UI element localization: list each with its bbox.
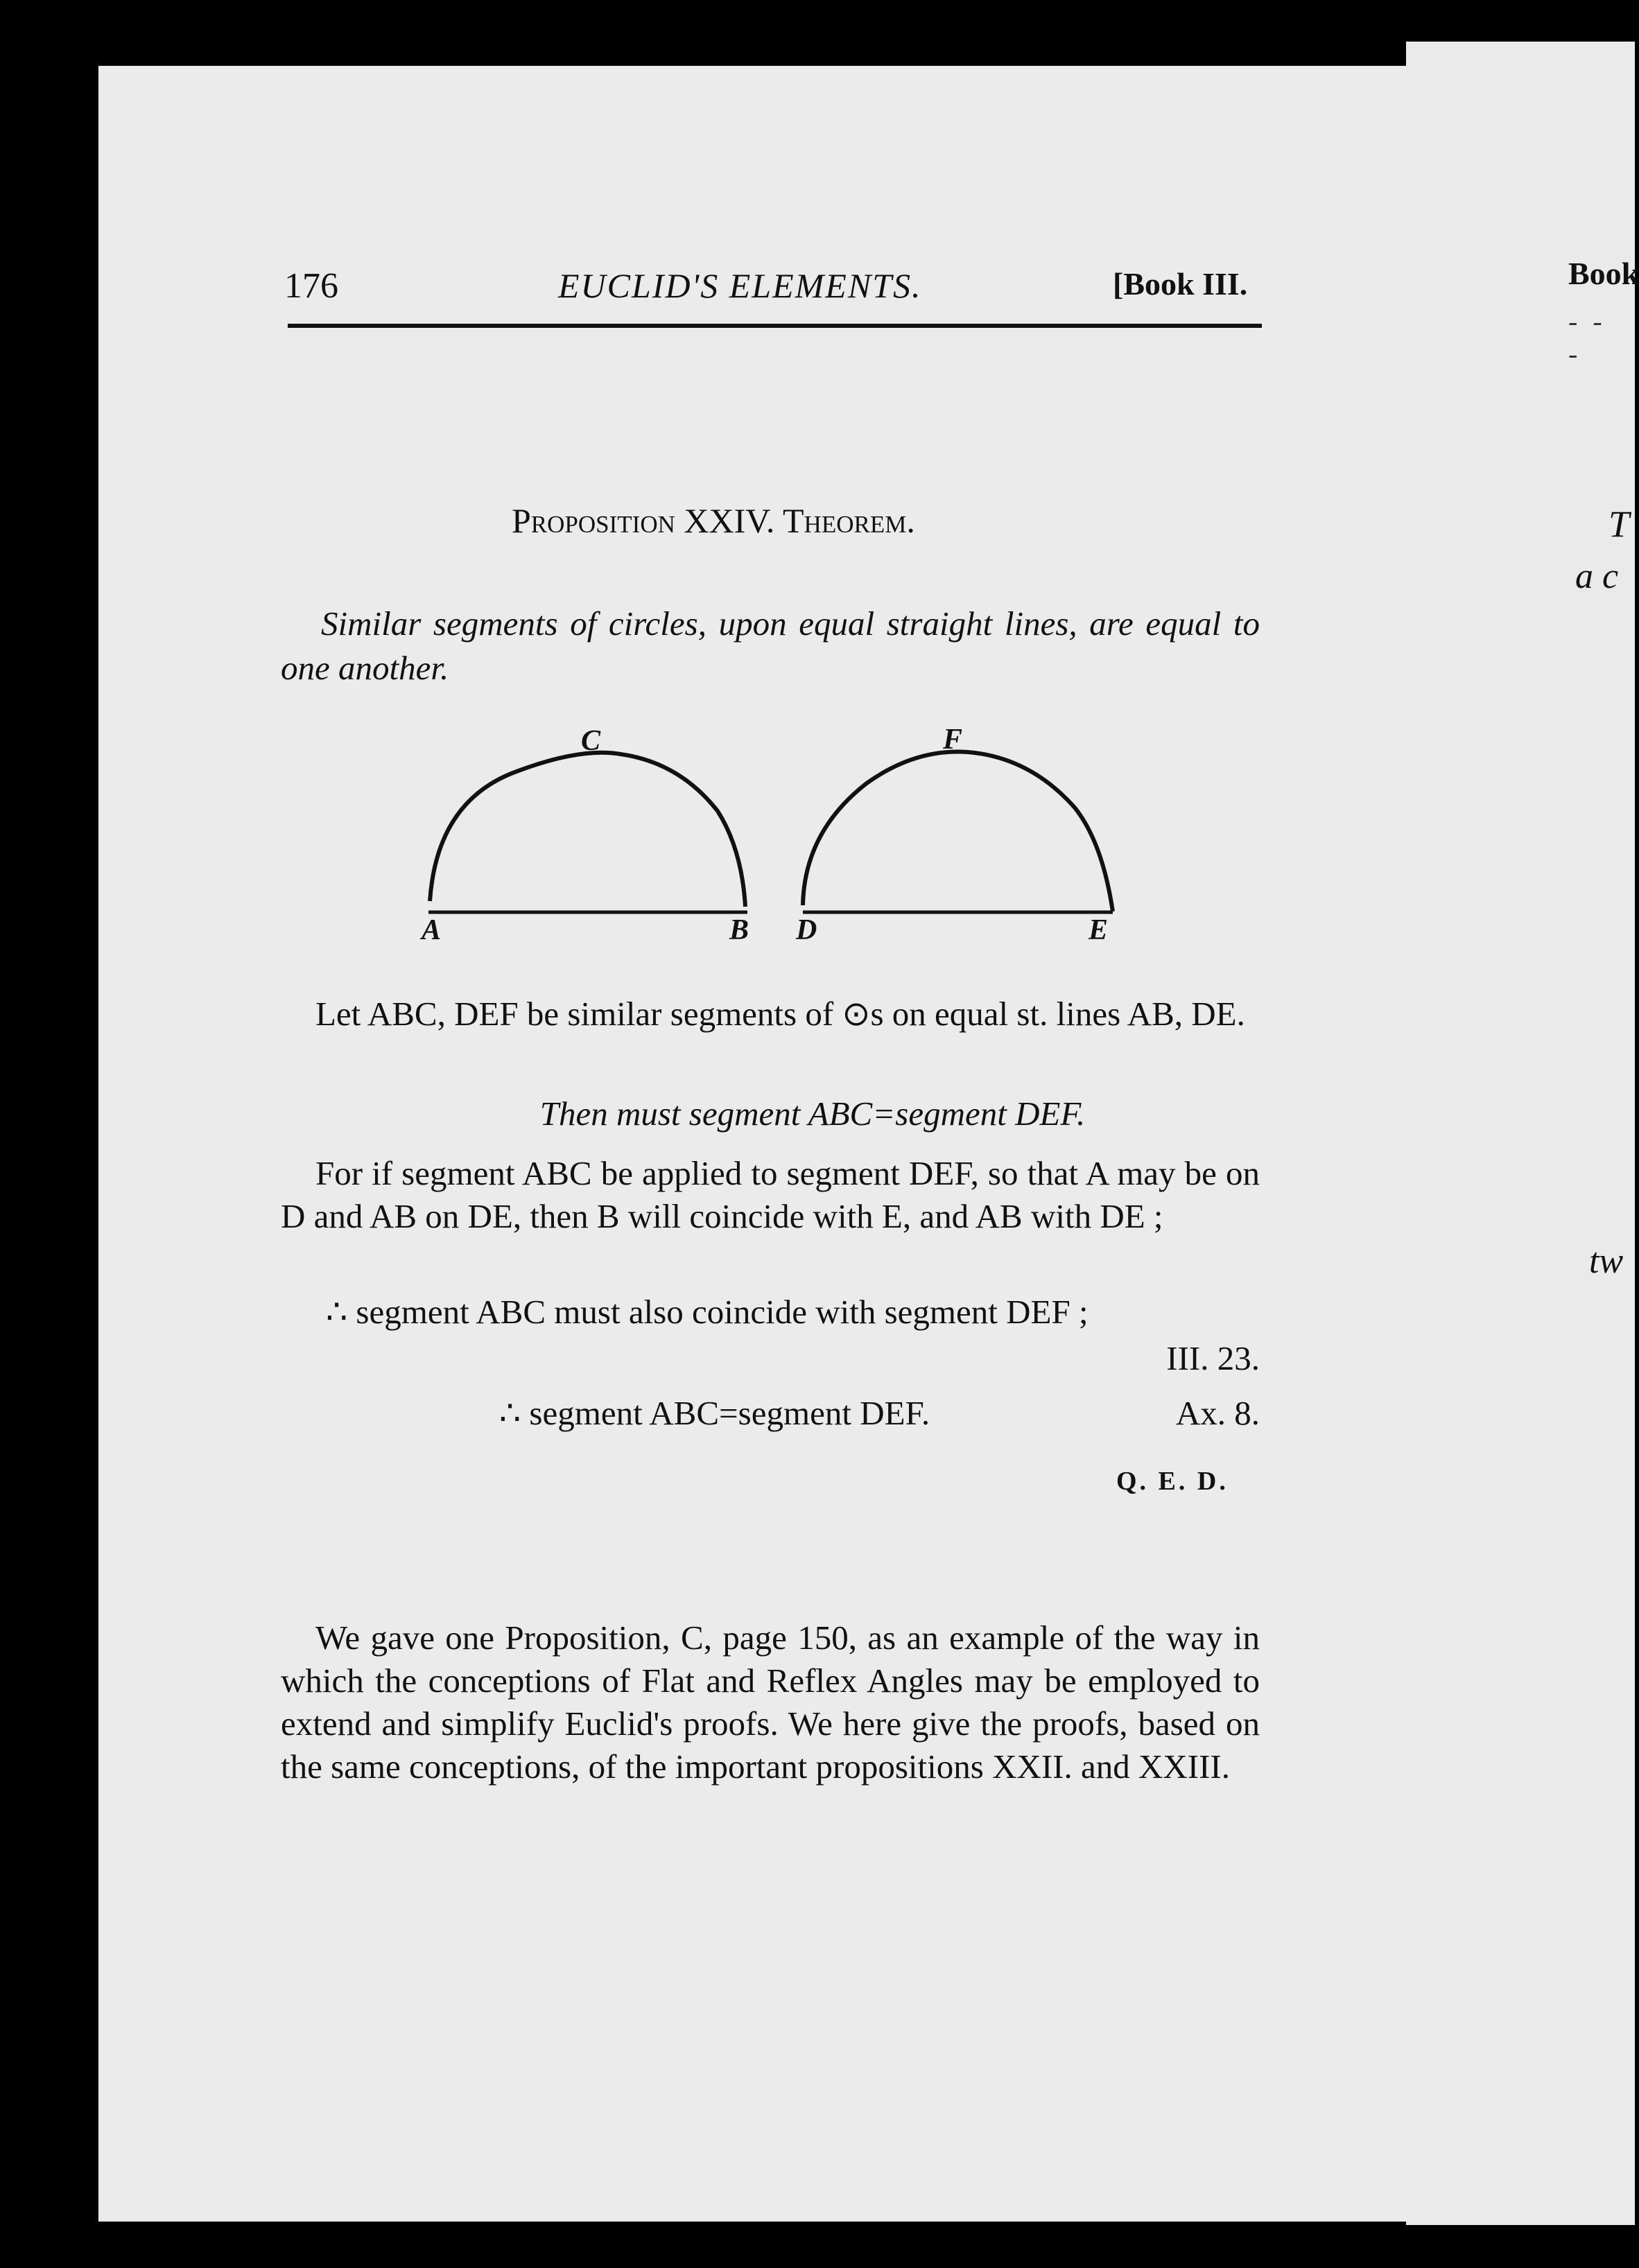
segment-def bbox=[803, 752, 1113, 912]
running-title: EUCLID'S ELEMENTS. bbox=[558, 266, 922, 305]
book-page bbox=[98, 66, 1430, 2222]
figure-label: A bbox=[422, 914, 442, 946]
figure-label: B bbox=[729, 914, 749, 946]
note-paragraph: We gave one Proposition, C, page 150, as an example of the way in which the conceptions of Flat and Reflex Angles may be employed to extend and simplify Euclid's proofs. We here give the proofs, based on the same conceptions, of the important propositions XXII. and XXIII. bbox=[281, 1619, 1260, 1786]
proof-step-2-reference: Ax. 8. bbox=[1175, 1394, 1260, 1432]
proof-for: For if segment ABC be applied to segment DEF, so that A may be on D and AB on DE, then B will coincide with E, and AB with DE ; bbox=[281, 1154, 1260, 1235]
segment-abc bbox=[428, 753, 747, 912]
proof-step-1-reference: III. 23. bbox=[1166, 1339, 1260, 1377]
figure-label: F bbox=[943, 724, 963, 756]
figure-label: D bbox=[796, 914, 817, 946]
header-rule bbox=[288, 324, 1262, 328]
proof-let: Let ABC, DEF be similar segments of ⊙s on equal st. lines AB, DE. bbox=[315, 995, 1245, 1033]
next-page-fragment: a c bbox=[1575, 557, 1619, 596]
page-number: 176 bbox=[284, 266, 338, 306]
next-page-header: Book bbox=[1568, 256, 1639, 291]
next-page-fragment: tw bbox=[1589, 1241, 1624, 1281]
segments-figure bbox=[388, 721, 1179, 957]
proposition-enunciation: Similar segments of circles, upon equal straight lines, are equal to one another. bbox=[281, 604, 1260, 687]
proof-then: Then must segment ABC=segment DEF. bbox=[539, 1094, 1086, 1133]
proof-step-2: ∴ segment ABC=segment DEF. bbox=[499, 1394, 930, 1432]
next-page-rule: - - - bbox=[1568, 306, 1606, 369]
next-page-fragment: T bbox=[1608, 503, 1630, 545]
qed-mark: Q. E. D. bbox=[1116, 1467, 1229, 1496]
figure-label: C bbox=[581, 725, 601, 757]
figure-label: E bbox=[1089, 914, 1109, 946]
book-reference: [Book III. bbox=[1113, 266, 1248, 302]
proof-step-1: ∴ segment ABC must also coincide with segment DEF ; bbox=[326, 1293, 1089, 1331]
proposition-title: Proposition XXIV. Theorem. bbox=[512, 501, 915, 540]
